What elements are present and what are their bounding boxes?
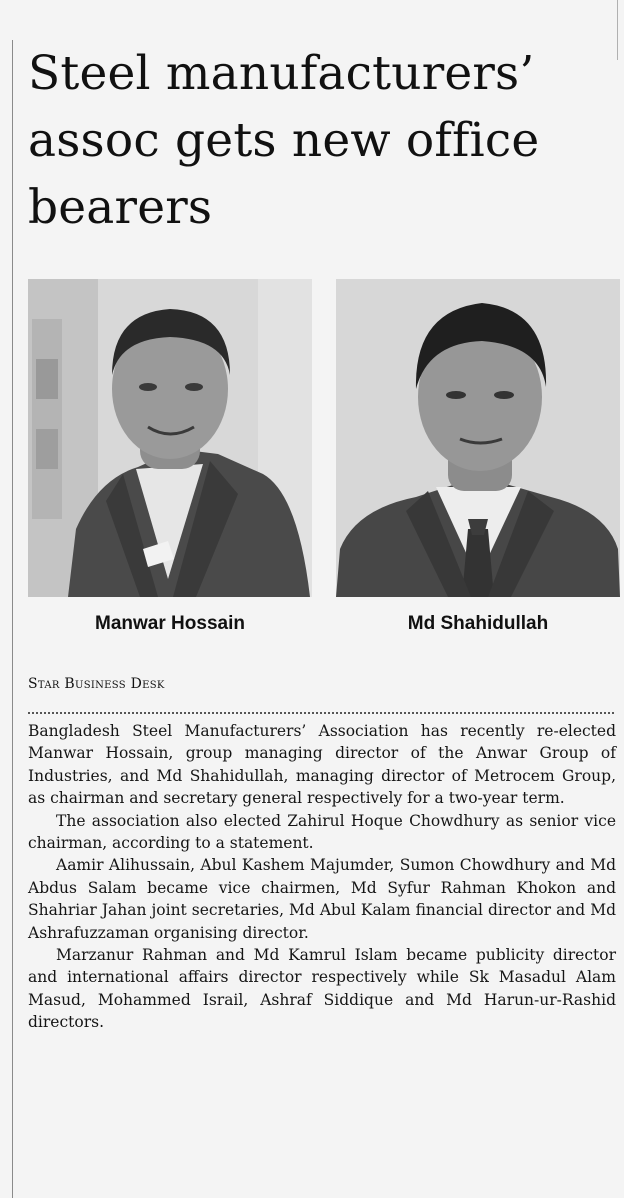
article-paragraph: The association also elected Zahirul Hoque Chowdhury as senior vice chairman, according to a statement. [28, 811, 616, 853]
dotted-divider [28, 712, 614, 714]
photo-caption: Md Shahidullah [407, 613, 549, 634]
byline [28, 676, 165, 692]
article-body [28, 720, 616, 1034]
photo-manwar-hossain [28, 279, 312, 597]
article-paragraph: Bangladesh Steel Manufacturers’ Association has recently re-elected Manwar Hossain, group managing director of the Anwar Group of Industries, and Md Shahidullah, managing director of Metrocem Group, as chairman and secretary general respectively for a two-year term. [28, 722, 616, 808]
headline: Steel manufacturers’ assoc gets new office bearers [28, 46, 540, 235]
article-paragraph: Aamir Alihussain, Abul Kashem Majumder, Sumon Chowdhury and Md Abdus Salam became vice chairmen, Md Syfur Rahman Khokon and Shahriar Jahan joint secretaries, Md Abul Kalam financial director and Md Ashrafuzzaman organising director. [28, 856, 616, 942]
byline-text: Star Business Desk [28, 676, 165, 692]
photo-caption: Manwar Hossain [95, 613, 245, 634]
photo-md-shahidullah [336, 279, 620, 597]
column-rule [12, 40, 13, 1198]
article-paragraph: Marzanur Rahman and Md Kamrul Islam became publicity director and international affairs director respectively while Sk Masadul Alam Masud, Mohammed Israil, Ashraf Siddique and Md Harun-ur-Rashid directors. [28, 946, 616, 1032]
